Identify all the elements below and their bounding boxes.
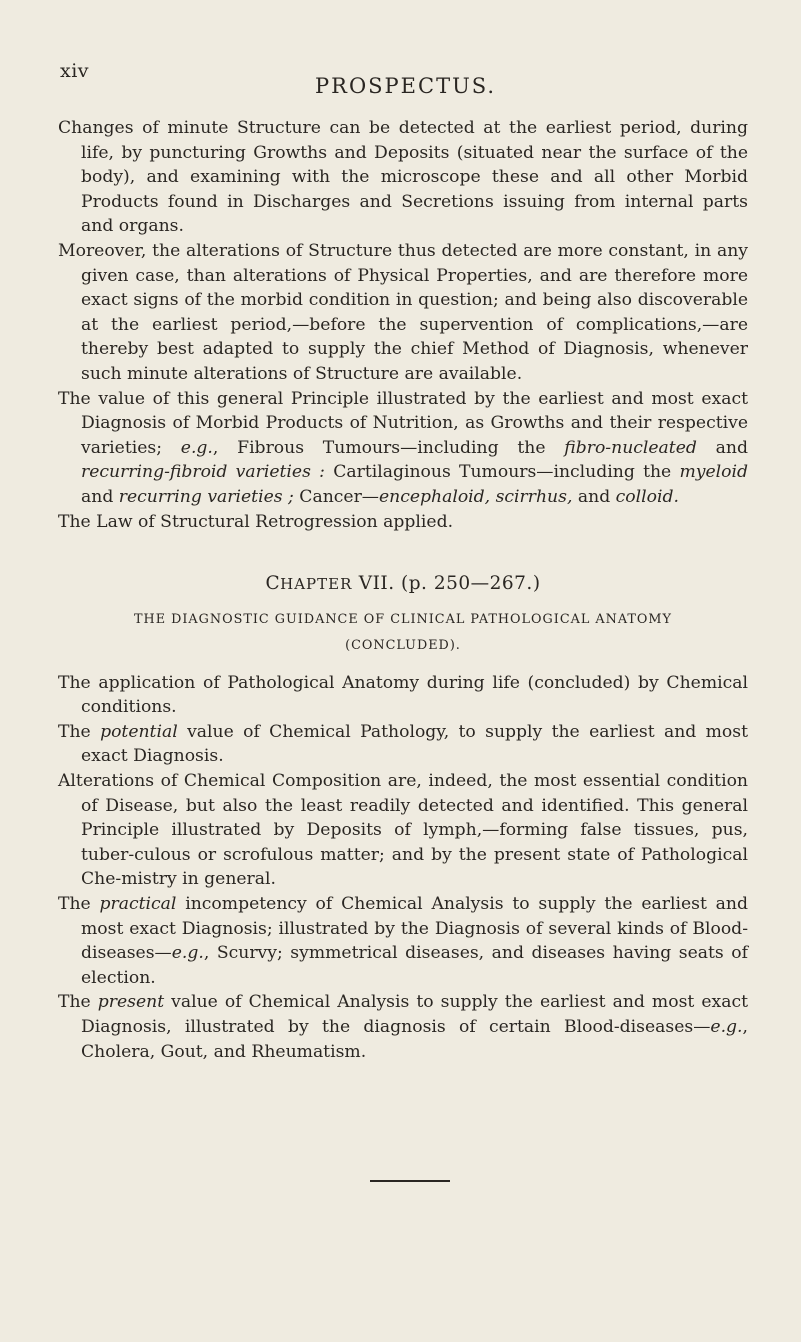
text-run: , Scurvy; symmetrical diseases, and diseases having seats of election. — [81, 943, 748, 988]
text-run: Changes of minute Structure can be detected at the earliest period, during life, by puncturing Growths and Deposits (situated near the surface of the body), and examining with the microscope these and all other Morbid Products found in Discharges and Secretions issuing from internal parts and organs. — [58, 118, 748, 237]
text-run: and — [696, 437, 748, 458]
italic-text: e.g. — [171, 943, 204, 964]
italic-text: myeloid — [679, 462, 748, 483]
paragraph — [58, 769, 748, 892]
text-run: incompetency of Chemical Analysis to supply the earliest and most exact Diagnosis; illustrated by the Diagnosis of several kinds of Blood-diseases— — [81, 894, 748, 964]
text-run: The Law of Structural Retrogression applied. — [58, 511, 454, 532]
paragraph — [58, 671, 748, 720]
text-run: Cartilaginous Tumours—including the — [324, 462, 680, 483]
section-structure — [58, 116, 748, 534]
italic-text: practical — [99, 894, 177, 915]
paragraph — [58, 892, 748, 990]
text-run: Cancer— — [293, 486, 379, 507]
italic-text: fibro-nucleated — [564, 437, 697, 458]
chapter-subtitle-line1: THE DIAGNOSTIC GUIDANCE OF CLINICAL PATHOLOGICAL ANATOMY — [134, 611, 672, 627]
text-run: and — [572, 486, 616, 507]
chapter-prefix-cap: C — [265, 573, 281, 595]
paragraph — [58, 720, 748, 769]
italic-text: colloid. — [615, 486, 679, 507]
chapter-subtitle-line2: (CONCLUDED). — [345, 637, 461, 653]
spacer — [58, 659, 748, 671]
italic-text: recurring-fibroid varieties : — [81, 462, 325, 483]
italic-text: recurring varieties ; — [118, 486, 294, 507]
section-chemical — [58, 671, 748, 1065]
text-run: The — [58, 992, 98, 1013]
paragraph — [58, 387, 748, 510]
italic-text: e.g. — [710, 1017, 743, 1037]
text-run: , Fibrous Tumours—including the — [212, 437, 565, 458]
text-run: value of Chemical Pathology, to supply the earliest and most exact Diagnosis. — [81, 721, 748, 767]
paragraph — [58, 239, 748, 387]
body-text — [58, 116, 748, 1064]
text-run: The — [58, 721, 101, 742]
running-head: PROSPECTUS. — [315, 74, 497, 98]
chapter-prefix-smallcaps: HAPTER — [280, 575, 353, 594]
italic-text: encephaloid, scirrhus, — [378, 486, 573, 507]
italic-text: present — [97, 992, 165, 1013]
end-rule — [370, 1180, 450, 1182]
text-run: The application of Pathological Anatomy during life (concluded) by Chemical conditions. — [58, 672, 748, 718]
italic-text: e.g. — [180, 437, 213, 458]
paragraph — [58, 510, 748, 535]
page-number: xiv — [60, 60, 90, 82]
paragraph — [58, 990, 748, 1064]
text-run: , Cholera, Gout, and Rheumatism. — [81, 1017, 748, 1062]
text-run: The — [58, 894, 100, 915]
chapter-heading — [58, 572, 748, 597]
chapter-subtitle — [58, 607, 748, 659]
text-run: The value of this general Principle illustrated by the earliest and most exact Diagnosis of Morbid Products of Nutrition, as Growths and their respective varieties; — [58, 388, 748, 458]
text-run: Alterations of Chemical Composition are, indeed, the most essential condition of Disease, but also the least readily detected and identified. This general Principle illustrated by Deposits of lymph,—forming false tissues, pus, tuber-culous or scrofulous matter; and by the present state of Pathological Che-mistry in general. — [58, 771, 748, 890]
chapter-number-pages: VII. (p. 250—267.) — [352, 573, 541, 595]
text-run: Moreover, the alterations of Structure thus detected are more constant, in any given case, than alterations of Physical Properties, and are therefore more exact signs of the morbid condition in question; and being also discoverable at the earliest period,—before the supervention of complications,—are thereby best adapted to supply the chief Method of Diagnosis, whenever such minute alterations of Structure are available. — [58, 240, 748, 384]
text-run: value of Chemical Analysis to supply the earliest and most exact Diagnosis, illustrated by the diagnosis of certain Blood-diseases— — [81, 992, 748, 1037]
italic-text: potential — [100, 721, 178, 742]
paragraph — [58, 116, 748, 239]
text-run: and — [81, 486, 119, 507]
